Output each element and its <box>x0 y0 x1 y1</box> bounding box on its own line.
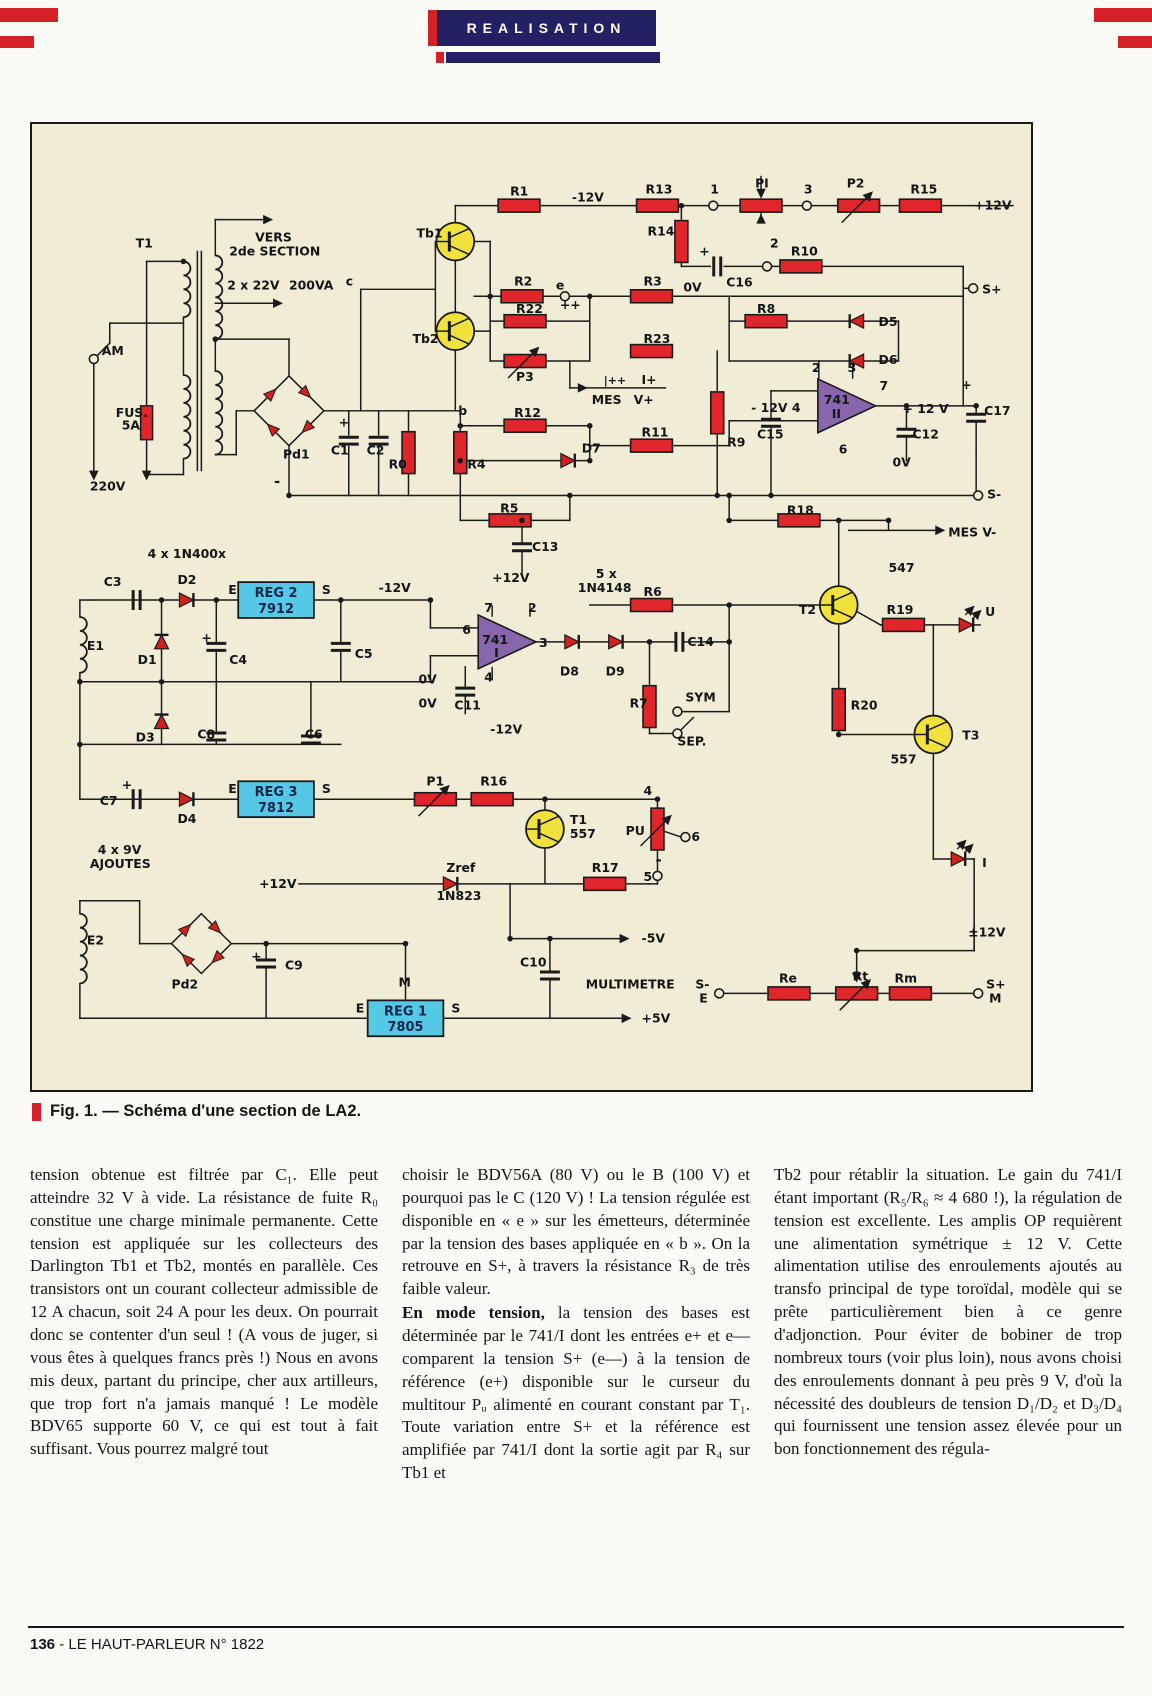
component-coil-p1 <box>183 261 190 317</box>
schematic-label: R14 <box>647 223 675 239</box>
schematic-label: -5V <box>641 930 665 946</box>
schematic-label: D5 <box>878 314 898 330</box>
schematic-label: T2 <box>798 601 817 617</box>
schematic-label: R12 <box>514 404 541 420</box>
component-D3 <box>155 715 169 729</box>
schematic-label: C13 <box>531 539 559 555</box>
schematic-label: C8 <box>197 726 216 742</box>
svg-text:7805: 7805 <box>387 1020 424 1036</box>
schematic-label: +12V <box>492 570 530 586</box>
schematic-label: R4 <box>467 456 486 472</box>
schematic-label: -12V <box>571 189 604 205</box>
component-D2 <box>179 593 193 607</box>
schematic-label: I <box>494 644 499 660</box>
schematic-label: Zref <box>446 859 476 875</box>
schematic-label: S+ <box>982 281 1002 297</box>
paragraph: choisir le BDV56A (80 V) ou le B (100 V) et pourquoi pas le C (120 V) ! La tension régulée est disponible en « e » sur les émetteurs, déterminée par la tension des bases appliquée en « b ». On la retrouve en S+, à travers la résistance R₃ de très faible valeur. <box>402 1165 750 1299</box>
schematic-label: S <box>321 582 331 598</box>
schematic-label: I+ <box>641 371 657 387</box>
schematic-label: R1 <box>510 183 529 199</box>
component-PU <box>641 808 676 850</box>
schematic-label: R7 <box>629 695 648 711</box>
component-R15 <box>899 199 941 212</box>
schematic-label: 1N4148 <box>577 580 632 596</box>
schematic-label: E <box>355 1000 365 1016</box>
component-P2 <box>838 188 880 223</box>
component-R4 <box>454 432 467 474</box>
schematic-label: D8 <box>559 663 579 679</box>
banner-strip-red <box>436 52 444 63</box>
schematic-label: C6 <box>304 726 323 742</box>
schematic-label: S- <box>695 976 710 992</box>
component-C15 <box>761 419 781 426</box>
component-R1 <box>498 199 540 212</box>
component-C10 <box>540 972 560 979</box>
corner-bar <box>1094 8 1152 22</box>
article-columns <box>30 1164 1122 1485</box>
banner-red-bar <box>428 10 437 46</box>
component-Pd2 <box>171 914 231 974</box>
schematic-label: C2 <box>366 442 385 458</box>
component-R11 <box>631 439 673 452</box>
component-R19 <box>883 618 925 631</box>
schematic-label: +12V <box>259 875 297 891</box>
schematic-label: 557 <box>890 751 917 767</box>
component-D9 <box>609 635 623 649</box>
svg-text:REG 3: REG 3 <box>254 785 298 801</box>
schematic-label: S- <box>987 486 1002 502</box>
footer-rule <box>28 1626 1124 1628</box>
schematic-label: R3 <box>643 273 662 289</box>
paragraph: Tb2 pour rétablir la situation. Le gain du 741/I étant important (R₅/R₆ ≈ 4 680 !), la régulation de tension est excellente. Les amplis OP requièrent une alimentation symétrique ± 12 V. Cette alimentation utilise des enroulements ajoutés au transfo principal de type toroïdal, modèle qui se prête particulièrement bien à ce genre d'adjonction. Pour éviter de bobiner de trop nombreux tours (voir plus loin), nous avons choisi des enroulements donnant à peu près 9 V, d'où la nécessité des doubleurs de tension D₁/D₂ et D₃/D₄ qui fournissent une tension assez élevée pour un bon fonctionnement des régula- <box>774 1165 1122 1459</box>
schematic-label: 741 <box>482 631 509 647</box>
component-C16 <box>714 256 721 276</box>
component-Tb2 <box>436 312 474 350</box>
schematic-label: D4 <box>177 811 197 827</box>
svg-text:REG 2: REG 2 <box>254 586 298 602</box>
schematic-svg <box>32 124 1031 1090</box>
corner-bar <box>0 36 34 48</box>
component-LED-I <box>951 836 977 866</box>
schematic-label: Tb2 <box>412 331 439 347</box>
component-R6 <box>631 599 673 612</box>
schematic-label: + <box>961 376 972 392</box>
schematic-label: PU <box>625 823 645 839</box>
schematic-label: C7 <box>99 793 118 809</box>
schematic-label: P3 <box>516 368 534 384</box>
schematic-label: T1 <box>135 235 153 251</box>
schematic-label: E <box>228 781 237 797</box>
schematic-label: - <box>274 472 281 491</box>
schematic-label: R5 <box>500 500 519 516</box>
schematic-label: 547 <box>888 560 915 576</box>
component-REG1 <box>368 1000 444 1036</box>
schematic-label: Pd1 <box>283 446 310 462</box>
component-Pd1 <box>254 376 324 446</box>
schematic-label: Tb1 <box>416 225 443 241</box>
schematic-label: R2 <box>514 273 533 289</box>
component-R3 <box>631 290 673 303</box>
schematic-label: P2 <box>846 175 865 191</box>
component-Re <box>768 987 810 1000</box>
schematic-label: C14 <box>687 633 714 649</box>
component-R13 <box>637 199 679 212</box>
schematic-label: 3 <box>847 359 857 375</box>
schematic-label: M <box>398 974 411 990</box>
schematic-label: SYM <box>685 689 716 705</box>
schematic-label: 2 <box>528 599 537 615</box>
component-D5 <box>850 314 864 328</box>
schematic-label: U <box>985 603 996 619</box>
schematic-label: 2de SECTION <box>229 243 321 259</box>
realisation-banner <box>428 10 656 46</box>
banner-title: REALISATION <box>437 10 656 46</box>
corner-bar <box>1118 36 1152 48</box>
schematic-label: C10 <box>520 954 547 970</box>
schematic-label: 2 <box>770 235 779 251</box>
schematic-label: R6 <box>643 584 662 600</box>
schematic-label: c <box>345 273 354 289</box>
schematic-label: R22 <box>516 301 543 317</box>
caption-text: Fig. 1. — Schéma d'une section de LA2. <box>50 1102 362 1120</box>
schematic-label: M <box>989 990 1002 1006</box>
component-D1 <box>155 635 169 649</box>
schematic-label: II <box>831 405 842 421</box>
journal-name: - LE HAUT-PARLEUR N° 1822 <box>55 1636 265 1653</box>
component-E2 <box>80 914 87 984</box>
component-R12 <box>504 419 546 432</box>
article-col-3 <box>774 1164 1122 1485</box>
schematic-label: E <box>699 990 708 1006</box>
page-footer <box>30 1636 264 1653</box>
schematic-label: R9 <box>727 434 746 450</box>
svg-text:7912: 7912 <box>258 601 295 617</box>
schematic-label: Re <box>778 970 797 986</box>
schematic-label: R20 <box>850 697 878 713</box>
component-T2 <box>820 586 858 624</box>
schematic-label: D1 <box>137 651 157 667</box>
component-D7 <box>561 454 575 468</box>
schematic-label: 7 <box>484 599 493 615</box>
schematic-label: 0V <box>418 695 437 711</box>
caption-marker <box>32 1103 41 1121</box>
schematic-label: D3 <box>135 729 155 745</box>
schematic-label: ++ <box>559 297 581 313</box>
schematic-label: AJOUTES <box>89 855 151 871</box>
schematic-label: Rm <box>894 970 918 986</box>
schematic-label: V+ <box>633 391 654 407</box>
schematic-label: PI <box>755 175 769 191</box>
schematic-label: I <box>982 854 987 870</box>
paragraph-rest: la tension des bases est déterminée par le 741/I dont les entrées e+ et e— comparent la tension S+ (e—) à la tension de référence (e+) disponible sur le curseur du multitour Pᵤ alimenté en courant constant par T₁. Toute variation entre S+ et la référence est amplifiée par 741/I dont la sortie agit par R₄ sur Tb1 et <box>402 1303 750 1483</box>
schematic-label: 3 <box>803 181 813 197</box>
component-REG3 <box>238 781 314 817</box>
component-C5 <box>331 643 351 650</box>
schematic-label: VERS <box>255 229 292 245</box>
schematic-label: R19 <box>886 601 914 617</box>
schematic-label: 1N823 <box>436 887 482 903</box>
component-C11 <box>455 688 475 695</box>
schematic-label: SEP. <box>677 733 707 749</box>
schematic-label: C4 <box>229 651 248 667</box>
schematic-label: S+ <box>986 976 1006 992</box>
schematic-figure <box>30 122 1033 1092</box>
schematic-label: E2 <box>86 932 104 948</box>
schematic-label: 0V <box>683 279 702 295</box>
schematic-label: 1 <box>710 181 719 197</box>
component-coil-s2 <box>215 371 222 455</box>
svg-text:REG 1: REG 1 <box>384 1004 427 1020</box>
schematic-label: + <box>201 629 212 645</box>
component-D4 <box>179 792 193 806</box>
schematic-label: 4 <box>484 669 493 685</box>
schematic-label: 3 <box>538 634 548 650</box>
schematic-label: +5V <box>641 1010 671 1026</box>
schematic-label: C5 <box>354 645 373 661</box>
schematic-label: - <box>655 850 662 869</box>
schematic-label: + <box>251 948 262 964</box>
schematic-label: 2 x 22V <box>227 277 280 293</box>
schematic-label: C16 <box>726 274 753 290</box>
component-LED-U <box>959 602 985 632</box>
schematic-label: -12V <box>490 721 523 737</box>
component-T1 <box>526 810 564 848</box>
article-col-1 <box>30 1164 378 1485</box>
schematic-label: + 12 V <box>902 400 949 416</box>
component-R20 <box>832 689 845 731</box>
schematic-label: Pd2 <box>171 976 199 992</box>
schematic-label: R11 <box>641 424 669 440</box>
schematic-label: C15 <box>757 426 784 442</box>
schematic-label: S <box>321 781 331 797</box>
component-R8 <box>745 315 787 328</box>
schematic-label: 557 <box>569 826 596 842</box>
schematic-arrows <box>86 214 945 1026</box>
component-R10 <box>780 260 822 273</box>
component-D8 <box>565 635 579 649</box>
schematic-label: D2 <box>177 572 197 588</box>
schematic-label: R23 <box>643 331 671 347</box>
schematic-label: R8 <box>757 301 776 317</box>
svg-text:7812: 7812 <box>258 801 295 817</box>
bold-lead: En mode tension, <box>402 1303 545 1323</box>
schematic-label: C1 <box>330 442 349 458</box>
schematic-label: 5A <box>121 417 140 433</box>
schematic-label: 0V <box>892 454 911 470</box>
schematic-label: 6 <box>691 829 700 845</box>
schematic-label: 7 <box>879 377 889 393</box>
schematic-label: C9 <box>285 957 303 973</box>
schematic-label: 200VA <box>289 277 334 293</box>
schematic-label: MES V- <box>948 524 997 540</box>
component-R23 <box>631 345 673 358</box>
schematic-label: D7 <box>581 440 601 456</box>
component-R16 <box>471 793 513 806</box>
schematic-label: R15 <box>910 181 938 197</box>
component-coil-s1 <box>215 255 222 339</box>
schematic-label: 4 x 1N400x <box>147 546 226 562</box>
schematic-label: 4 <box>643 783 653 799</box>
schematic-label: R0 <box>388 456 407 472</box>
component-R17 <box>584 877 626 890</box>
schematic-label: -12V <box>378 580 411 596</box>
schematic-label: + <box>121 777 133 793</box>
schematic-label: D6 <box>878 352 898 368</box>
article-col-2 <box>402 1164 750 1485</box>
figure-caption <box>32 1102 361 1121</box>
schematic-label: + <box>338 414 350 430</box>
component-R14 <box>675 221 688 263</box>
schematic-label: R16 <box>480 773 508 789</box>
schematic-label: R18 <box>786 502 814 518</box>
schematic-label: +12V <box>974 197 1012 213</box>
schematic-label: T3 <box>962 727 980 743</box>
schematic-label: - 12V 4 <box>751 399 801 415</box>
schematic-label: T1 <box>569 812 587 828</box>
schematic-label: E <box>228 582 237 598</box>
schematic-label: 2 <box>811 359 821 375</box>
schematic-label: 0V <box>418 671 437 687</box>
schematic-label: ±12V <box>968 924 1006 940</box>
schematic-label: 220V <box>89 478 126 494</box>
schematic-label: C12 <box>912 426 939 442</box>
component-C14 <box>676 632 683 652</box>
banner-strip <box>446 52 660 63</box>
schematic-label: b <box>458 402 468 418</box>
schematic-label: AM <box>101 343 124 359</box>
schematic-label: C3 <box>103 574 122 590</box>
schematic-label: + <box>699 243 710 259</box>
schematic-label: 5 <box>643 868 653 884</box>
component-REG2 <box>238 582 314 618</box>
schematic-label: FUS. <box>115 404 149 420</box>
paragraph <box>402 1302 750 1485</box>
schematic-label: MES <box>591 391 622 407</box>
component-Rm <box>890 987 932 1000</box>
schematic-label: P1 <box>426 773 445 789</box>
schematic-label: 5 x <box>595 566 617 582</box>
schematic-label: Rt <box>852 968 869 984</box>
schematic-label: 6 <box>838 441 848 457</box>
schematic-label: R10 <box>790 243 818 259</box>
schematic-label: |++ <box>603 373 627 387</box>
schematic-label: C17 <box>984 402 1011 418</box>
schematic-label: R17 <box>591 859 619 875</box>
schematic-label: S <box>451 1000 461 1016</box>
schematic-label: R13 <box>645 181 673 197</box>
schematic-label: e <box>555 277 565 293</box>
schematic-label: MULTIMETRE <box>585 976 675 992</box>
component-T3 <box>914 716 952 754</box>
component-R22 <box>504 315 546 328</box>
component-coil-p2 <box>183 375 190 459</box>
schematic-label: 6 <box>462 621 471 637</box>
schematic-label: 4 x 9V <box>97 841 142 857</box>
component-E1 <box>80 617 87 673</box>
page-number: 136 <box>30 1636 56 1653</box>
schematic-label: 741 <box>823 391 850 407</box>
schematic-label: C11 <box>454 697 481 713</box>
schematic-label: D9 <box>605 663 625 679</box>
component-R9 <box>711 392 724 434</box>
component-C13 <box>512 544 532 551</box>
paragraph: tension obtenue est filtrée par C₁. Elle peut atteindre 32 V à vide. La résistance de fuite R₀ constitue une charge minimale permanente. Cette tension est appliquée sur les collecteurs des Darlington Tb1 et Tb2, montés en parallèle. Ces transistors ont un courant collecteur admissible de 12 A chacun, soit 24 A pour les deux. On pourrait donc se contenter d'un seul ! (A vous de juger, si vous êtes à quelques francs près !) Nous en avons mis deux, partant du principe, cher aux artilleurs, que trop fort n'a jamais manqué ! Le modèle BDV65 supporte 60 V, ce qui est tout à fait suffisant. Vous pourrez malgré tout <box>30 1165 378 1459</box>
corner-bar <box>0 8 58 22</box>
schematic-label: E1 <box>86 637 104 653</box>
